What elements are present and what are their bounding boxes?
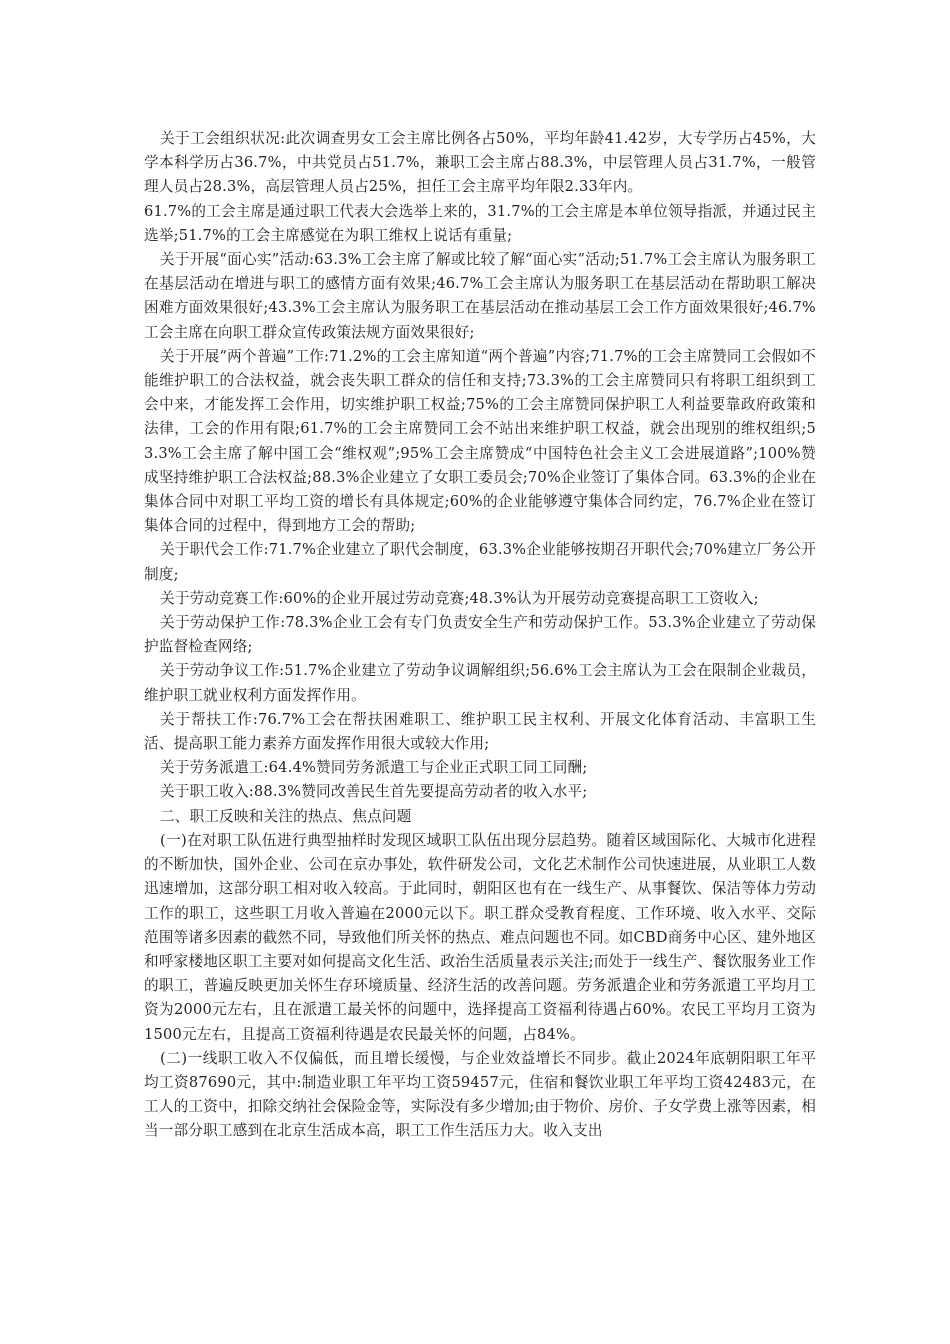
- paragraph-two-universals: 关于开展“两个普遍”工作:71.2%的工会主席知道“两个普遍”内容;71.7%的工会主席赞同工会假如不能维护职工的合法权益，就会丧失职工群众的信任和支持;73.3%的工会主席赞同只有将职工组织到工会中来，才能发挥工会作用，切实维护职工权益;75%的工会主席赞同保护职工人利益要靠政府政策和法律，工会的作用有限;61.7%的工会主席赞同工会不站出来维护职工权益，就会出现别的维权组织;53.3%工会主席了解中国工会“维权观”;95%工会主席赞成“中国特色社会主义工会进展道路”;100%赞成坚持维护职工合法权益;88.3%企业建立了女职工委员会;70%企业签订了集体合同。63.3%的企业在集体合同中对职工平均工资的增长有具体规定;60%的企业能够遵守集体合同约定，76.7%企业在签订集体合同的过程中，得到地方工会的帮助;: [144, 347, 816, 535]
- paragraph-labor-dispute: 关于劳动争议工作:51.7%企业建立了劳动争议调解组织;56.6%工会主席认为工会在限制企业裁员，维护职工就业权利方面发挥作用。: [144, 662, 816, 704]
- paragraph-union-chair-election: 61.7%的工会主席是通过职工代表大会选举上来的，31.7%的工会主席是本单位领导指派，并通过民主选举;51.7%的工会主席感觉在为职工维权上说话有重量;: [144, 202, 816, 244]
- paragraph-mianxinshi-activity: 关于开展“面心实”活动:63.3%工会主席了解或比较了解“面心实”活动;51.7%工会主席认为服务职工在基层活动在增进与职工的感情方面有效果;46.7%工会主席认为服务职工在基层活动在帮助职工解决困难方面效果很好;43.3%工会主席认为服务职工在基层活动在推动基层工会工作方面效果很好;46.7%工会主席在向职工群众宣传政策法规方面效果很好;: [144, 251, 816, 341]
- paragraph-workforce-stratification: (一)在对职工队伍进行典型抽样时发现区域职工队伍出现分层趋势。随着区域国际化、大城市化进程的不断加快，国外企业、公司在京办事处，软件研发公司，文化艺术制作公司快速进展，从业职工人数迅速增加，这部分职工相对收入较高。于此同时，朝阳区也有在一线生产、从事餐饮、保洁等体力劳动工作的职工，这些职工月收入普遍在2000元以下。职工群众受教育程度、工作环境、收入水平、交际范围等诸多因素的截然不同，导致他们所关怀的热点、难点问题也不同。如CBD商务中心区、建外地区和呼家楼地区职工主要对如何提高文化生活、政治生活质量表示关注;而处于一线生产、餐饮服务业工作的职工，普遍反映更加关怀生存环境质量、经济生活的改善问题。劳务派遣企业和劳务派遣工平均月工资为2000元左右，且在派遣工最关怀的问题中，选择提高工资福利待遇占60%。农民工平均月工资为1500元左右，且提高工资福利待遇是农民最关怀的问题，占84%。: [144, 831, 816, 1043]
- paragraph-union-organization: 关于工会组织状况:此次调查男女工会主席比例各占50%，平均年龄41.42岁，大专学历占45%，大学本科学历占36.7%，中共党员占51.7%，兼职工会主席占88.3%，中层管理人员占31.7%，一般管理人员占28.3%，高层管理人员占25%，担任工会主席平均年限2.33年内。: [144, 130, 816, 196]
- paragraph-dispatched-workers: 关于劳务派遣工:64.4%赞同劳务派遣工与企业正式职工同工同酬;: [160, 759, 588, 777]
- document-page: [144, 127, 816, 1144]
- paragraph-labor-competition: 关于劳动竞赛工作:60%的企业开展过劳动竞赛;48.3%认为开展劳动竞赛提高职工工资收入;: [160, 589, 759, 607]
- paragraph-frontline-income: (二)一线职工收入不仅偏低，而且增长缓慢，与企业效益增长不同步。截止2024年底朝阳职工年平均工资87690元，其中:制造业职工年平均工资59457元，住宿和餐饮业职工年平均工资42483元，在工人的工资中，扣除交纳社会保险金等，实际没有多少增加;由于物价、房价、子女学费上涨等因素，相当一部分职工感到在北京生活成本高，职工工作生活压力大。收入支出: [144, 1049, 816, 1140]
- paragraph-workers-congress: 关于职代会工作:71.7%企业建立了职代会制度，63.3%企业能够按期召开职代会;70%建立厂务公开制度;: [144, 541, 816, 583]
- paragraph-labor-protection: 关于劳动保护工作:78.3%企业工会有专门负责安全生产和劳动保护工作。53.3%企业建立了劳动保护监督检查网络;: [144, 614, 816, 656]
- paragraph-worker-income: 关于职工收入:88.3%赞同改善民生首先要提高劳动者的收入水平;: [160, 783, 588, 801]
- paragraph-assistance-work: 关于帮扶工作:76.7%工会在帮扶困难职工、维护职工民主权利、开展文化体育活动、丰富职工生活、提高职工能力素养方面发挥作用很大或较大作用;: [144, 710, 816, 753]
- section-heading-hot-issues: 二、职工反映和关注的热点、焦点问题: [160, 807, 412, 825]
